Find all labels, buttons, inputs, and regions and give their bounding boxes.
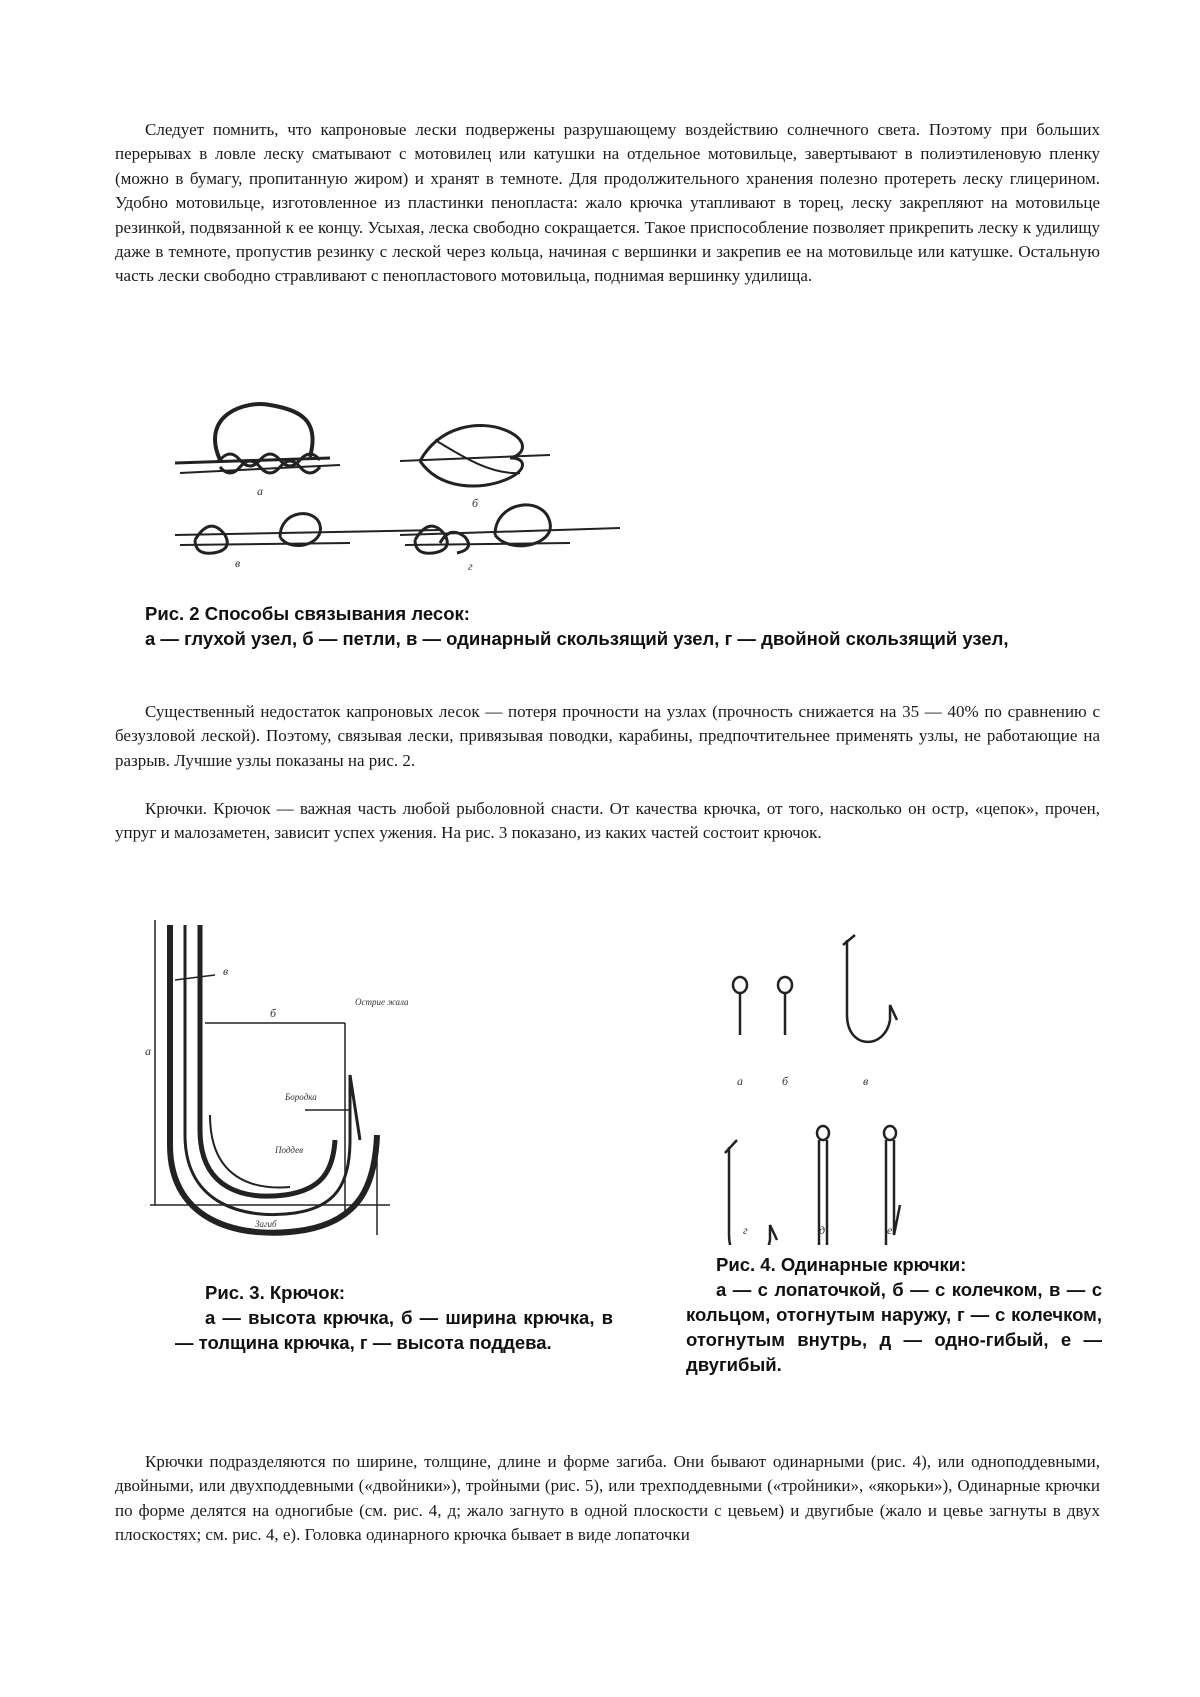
fig3-caption [175, 1280, 613, 1355]
figure-3-hook [145, 905, 455, 1240]
fig4-label-g: г [743, 1223, 748, 1237]
paragraph-3: Крючки. Крючок — важная часть любой рыболовной снасти. От качества крючка, от того, насколько он остр, «цепок», прочен, упруг и малозаметен, зависит успех ужения. На рис. 3 показано, из каких частей состоит крючок. [115, 799, 1100, 843]
fig3-label-a: а [145, 1044, 151, 1058]
fig2-caption [115, 601, 1100, 651]
fig3-caption-body: а — высота крючка, б — ширина крючка, в — толщина крючка, г — высота поддева. [175, 1307, 613, 1353]
paragraph-4: Крючки подразделяются по ширине, толщине, длине и форме загиба. Они бывают одинарными (рис. 4), или одноподдевными, двойными, или двухподдевными («двойники»), тройными (рис. 5), или трехподдевными («тройники», «якорьки»), Одинарные крючки по форме делятся на одногибые (см. рис. 4, д; жало загнуто в одной плоскости с цевьем) и двугибые (жало и цевье загнуты в двух плоскостях; см. рис. 4, е). Головка одинарного крючка бывает в виде лопаточки [115, 1452, 1100, 1545]
fig2-label-g: г [468, 559, 473, 573]
figure-4-labels-lower [715, 1220, 955, 1250]
fig4-caption-title: Рис. 4. Одинарные крючки: [716, 1254, 967, 1275]
paragraph-2: Существенный недостаток капроновых лесок — потеря прочности на узлах (прочность снижается на 35 — 40% по сравнению с безузловой леской). Поэтому, связывая лески, привязывая поводки, карабины, предпочтительнее применять узлы, не работающие на разрыв. Лучшие узлы показаны на рис. 2. [115, 702, 1100, 770]
fig4-label-b: б [782, 1074, 789, 1088]
fig3-label-poddev: Поддев [275, 1145, 303, 1155]
figure-2-knots [150, 395, 670, 595]
fig4-label-e: е [887, 1223, 893, 1237]
fig3-label-tip: Острие жала [355, 997, 409, 1007]
fig3-label-b: б [270, 1006, 277, 1020]
figure-4-single-hooks [715, 925, 955, 1245]
fig3-label-bend: Загиб [255, 1219, 277, 1229]
fig2-label-b: б [472, 496, 479, 510]
fig4-caption-body: а — с лопаточкой, б — с колечком, в — с кольцом, отогнутым наружу, г — с колечком, отогнутым внутрь, д — одно-гибый, е — двугибый. [686, 1279, 1102, 1375]
paragraph-1: Следует помнить, что капроновые лески подвержены разрушающему воздействию солнечного света. Поэтому при больших перерывах в ловле леску сматывают с мотовилец или катушки на отдельное мотовильце, завертывают в полиэтиленовую пленку (можно в бумагу, пропитанную жиром) и хранят в темноте. Для продолжительного хранения полезно протереть леску глицерином. Удобно мотовильце, изготовленное из пластинки пенопласта: жало крючка утапливают в торец, леску закрепляют на мотовильце резинкой, подвязанной к ее концу. Усыхая, леска свободно сокращается. Такое приспособление позволяет прикрепить леску к удилищу даже в темноте, пропустив резинку с леской через кольца, начиная с вершинки и закрепив ее на мотовильце или катушке. Остальную часть лески свободно стравливают с пенопластового мотовильца, поднимая вершинку удилища. [115, 120, 1100, 286]
fig2-caption-body: а — глухой узел, б — петли, в — одинарный скользящий узел, г — двойной скользящий узел, [145, 628, 1009, 649]
fig3-caption-title: Рис. 3. Крючок: [205, 1282, 345, 1303]
fig4-label-d: д [819, 1223, 826, 1237]
fig4-caption [686, 1252, 1102, 1377]
fig2-caption-title: Рис. 2 Способы связывания лесок: [145, 603, 470, 624]
fig3-label-v: в [223, 964, 229, 978]
fig4-label-v: в [863, 1074, 869, 1088]
fig2-label-a: а [257, 484, 263, 498]
fig4-label-a: а [737, 1074, 743, 1088]
fig2-label-v: в [235, 556, 241, 570]
fig3-label-barb: Бородка [285, 1092, 317, 1102]
